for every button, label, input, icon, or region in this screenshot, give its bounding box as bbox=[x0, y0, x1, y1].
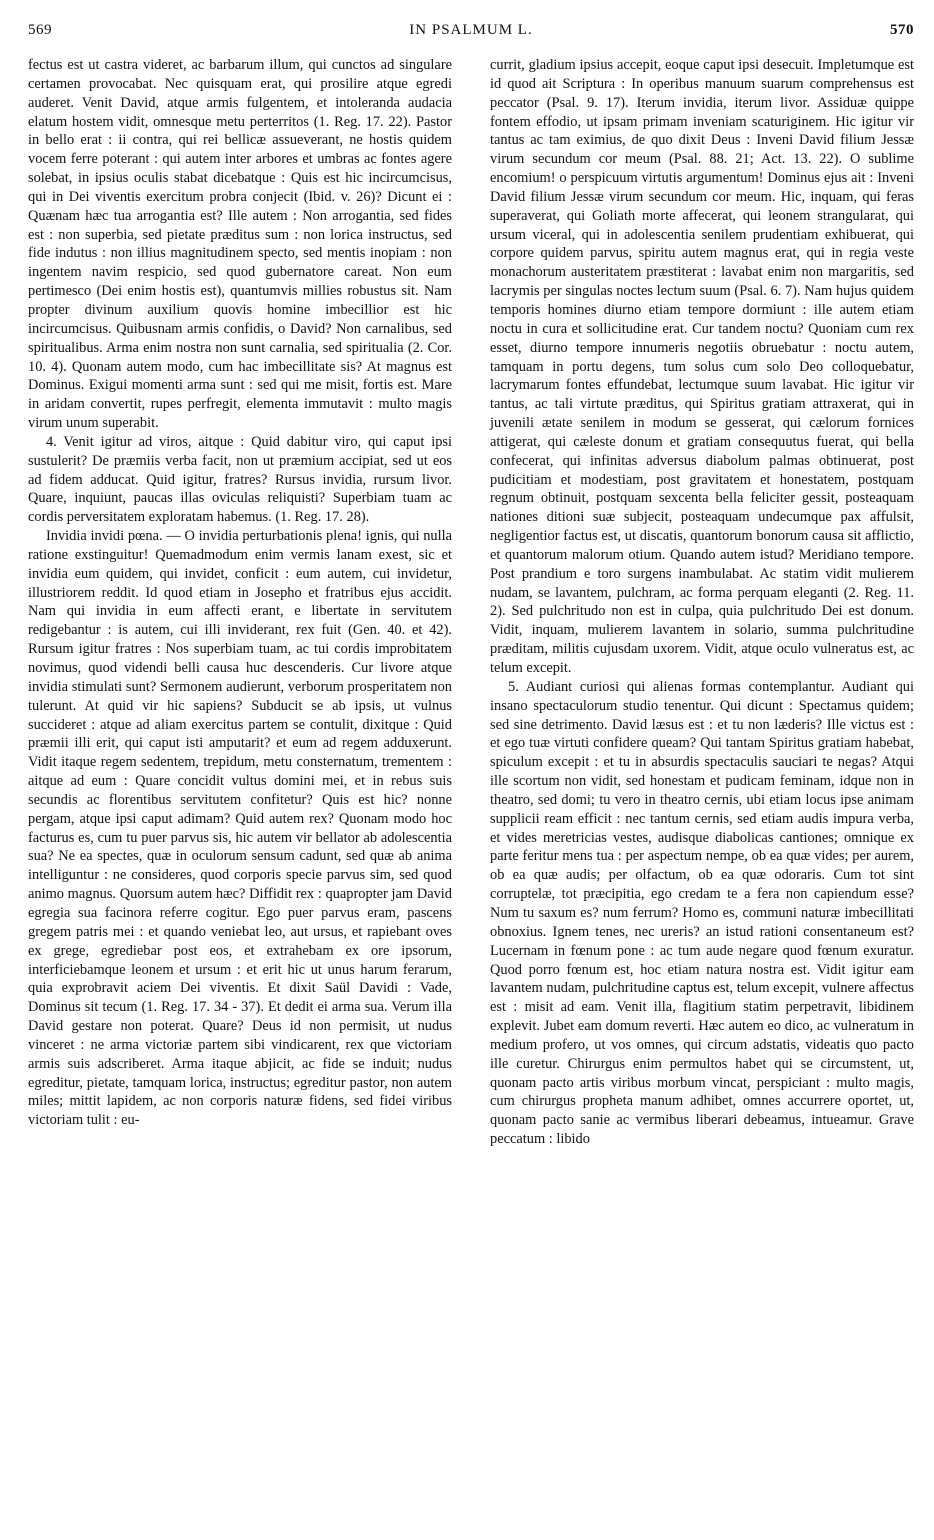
text-columns bbox=[28, 56, 914, 1149]
page-number-left: 569 bbox=[28, 22, 52, 38]
page-number-right: 570 bbox=[890, 22, 914, 38]
right-paragraph-1: currit, gladium ipsius accepit, eoque caput ipsi desecuit. Impletumque est id quod ait Scriptura : In operibus manuum suarum comprehensus est peccator (Psal. 9. 17). Iterum invidia, iterum livor. Assiduæ quippe fontem effodio, ut ipsam primam inveniam scaturiginem. Hic igitur vir tantus ac tam eximius, de quo dixit Deus : Inveni David filium Jessæ virum secundum cor meum (Psal. 88. 21; Act. 13. 22). O sublime encomium! o perspicuum virtutis argumentum! Dominus ejus ait : Inveni David filium Jessæ virum secundum cor meum. Hic, inquam, qui feras superaverat, qui Goliath morte affecerat, qui leonem strangularat, qui ursum viceral, qui in adolescentia senilem prudentiam exhibuerat, qui corpore quidem parvus, spiritu autem magnus erat, qui in regia veste monachorum austeritatem præstiterat : lavabat enim non margaritis, sed lacrymis per singulas noctes lectum suum (Psal. 6. 7). Nam hujus quidem temporis homines diurno etiam tempore dormiunt : ille autem etiam noctu in cura et sollicitudine erat. Cur tandem noctu? Quoniam cum rex esset, diurno tempore innumeris negotiis obruebatur : noctu autem, tamquam in portu degens, tum solus cum solo Deo colloquebatur, lacrymarum fontes effundebat, lectumque suum lavabat. Hic igitur vir tantus, ac tali virtute præditus, qui Spiritus gratiam attraxerat, qui in juvenili ætate senilem in modum se gesserat, qui cælorum fornices attigerat, qui cæleste donum et gratiam consequutus fuerat, qui bella confecerat, qui infinitas adversus diabolum palmas obtinuerat, post pudicitiam et modestiam, post gravitatem et honestatem, postquam regnum obtinuit, postquam sexcenta bella feliciter gessit, posteaquam nationes ditioni suæ subjecit, posteaquam undecumque pax affulsit, negligentior factus est, ut discatis, quantorum bonorum causa sit afflictio, et quantorum malorum otium. Quando autem istud? Meridiano tempore. Post prandium e toro surgens inambulabat. Ac statim vidit mulierem nudam, se lavantem, pulchram, ac forma perquam eleganti (2. Reg. 11. 2). Sed pulchritudo non est in culpa, quia pulchritudo Dei est donum. Vidit, inquam, mulierem lavantem in solario, summa pulchritudine præditam, militis cujusdam uxorem. Vidit, atque oculo vulneratus est, ac telum excepit. bbox=[490, 57, 914, 676]
running-header bbox=[28, 22, 914, 52]
left-paragraph-1: fectus est ut castra videret, ac barbarum illum, qui cunctos ad singulare certamen provocabat. Nec quisquam erat, qui prosilire atque egredi auderet. Venit David, atque armis fulgentem, et intoleranda audacia elatum hostem vidit, omnesque metu perterritos (1. Reg. 17. 22). Pastor in bello erat : ii contra, qui rei bellicæ assueverant, ne hostis quidem vocem ferre poterant : qui autem inter arbores et umbras ac fontes agere solebat, in ipsius oculis stabat dicebatque : Quis est hic incircumcisus, qui in Dei viventis exercitum probra conjecit (Ibid. v. 26)? Dicunt ei : Quænam hæc tua arrogantia est? Ille autem : Non arrogantia, sed fides est : non superbia, sed pietate præditus sum : non lorica instructus, sed fide indutus : non illius magnitudinem specto, sed mentis inopiam : non ingentem navim respicio, sed quod gubernatore careat. Non eum pertimesco (Dei enim hostis est), quantumvis millies robustus sit. Nam propter divinum auxilium quovis homine imbecillior est hic incircumcisus. Quibusnam armis confidis, o David? Non carnalibus, sed spiritualibus. Arma enim nostra non sunt carnalia, sed spiritualia (2. Cor. 10. 4). Quonam autem modo, cum hac imbecillitate sis? At magnus est Dominus. Exigui momenti arma sunt : sed qui me misit, fortis est. Mare in aridam convertit, rupes perfregit, elementa immutavit : multo magis virum unum superabit. bbox=[28, 57, 452, 432]
left-paragraph-3: Invidia invidi pœna. — O invidia perturbationis plena! ignis, qui nulla ratione exstinguitur! Quemadmodum enim vermis lanam exest, sic et invidia eum quidem, qui invidet, conficit : eum autem, cui invidetur, illustriorem reddit. Id quod etiam in Josepho et fratribus ejus accidit. Nam qui invidia in eum affecti erant, e libertate in servitutem redigebantur : is autem, cui illi inviderant, rex fuit (Gen. 40. et 42). Rursum igitur fratres : Nos superbiam tuam, ac tui cordis improbitatem novimus, quod videndi belli causa huc descenderis. Cur livore atque invidia stimulati sunt? Sermonem audierunt, verborum prosperitatem non tulerunt. At quid vir hic sapiens? Subducit se ab ipsis, ut vulnus succideret : atque ad aliam exercitus partem se contulit, dixitque : Quid præmii illi erit, qui caput isti amputarit? et eum ad regem adduxerunt. Vidit itaque regem sedentem, trepidum, metu consternatum, trementem : aitque ad eum : Quare concidit vultus domini mei, et in rebus suis secundis ac florentibus servitutem confitetur? Quis est hic? nonne pergam, atque ipsi caput adimam? Quid autem rex? Quonam modo hoc facturus es, cum tu puer parvus sis, hic autem vir bellator ab adolescentia sua? Ne ea spectes, quæ in oculorum sensum cadunt, sed quæ ab anima intelliguntur : ne consideres, quod corporis specie parvus sim, sed quod animo magnus. Quorsum autem hæc? Diffidit rex : quapropter jam David egregia sua facinora referre cogitur. Ego puer parvus eram, pascens gregem patris mei : et quando veniebat leo, aut ursus, et rapiebant oves ex grege, egrediebar post eos, et extrahebam ex ore ipsorum, interficiebamque leonem et ursum : et erit hic ut unus harum ferarum, quia exprobravit aciem Dei viventis. Et dixit Saül Davidi : Vade, Dominus sit tecum (1. Reg. 17. 34 - 37). Et dedit ei arma sua. Verum illa David gestare non poterat. Quare? Deus id non permisit, ut nudus vinceret : ne arma victoriæ partem sibi vindicarent, rex que victoriam armis suis adscriberet. Arma itaque abjicit, ac fide se induit; nudus egreditur, pietate, tamquam lorica, instructus; egreditur pastor, non autem miles; mittit lapidem, ac non corporis naturæ fidens, sed fidei viribus victoriam tulit : eu- bbox=[28, 528, 452, 1129]
right-column bbox=[490, 56, 914, 1149]
left-column bbox=[28, 56, 452, 1149]
running-title: IN PSALMUM L. bbox=[409, 22, 533, 38]
right-paragraph-2: 5. Audiant curiosi qui alienas formas contemplantur. Audiant qui insano spectaculorum studio tenentur. Qui dicunt : Spectamus quidem; sed sine detrimento. David læsus est : et tu non læderis? Ille victus est : et ego tuæ virtuti confidere queam? Qui tantam Spiritus gratiam habebat, spiculum excepit : et tu in absurdis spectaculis sauciari te negas? Atqui ille scortum non vidit, sed honestam et pudicam feminam, idque non in theatro, sed domi; tu vero in theatro cernis, ubi etiam locus ipse animam supplicii ream efficit : nec tantum cernis, sed etiam audis impura verba, et vides meretricias vestes, audisque diabolicas cantiones; omnique ex parte feritur mens tua : per aspectum nempe, ob ea quæ vides; per aurem, ob ea quæ audis; per olfactum, ob ea quæ odoraris. Cum tot sint corruptelæ, tot præcipitia, ego credam te a fera non capiendum esse? Num tu saxum es? num ferrum? Homo es, communi naturæ imbecillitati obnoxius. Ignem tenes, nec ureris? an istud rationi consentaneum est? Lucernam in fœnum pone : ac tum aude negare quod fœnum exuratur. Quod porro fœnum est, hoc etiam natura nostra est. Vidit igitur eam lavantem nudam, pulchritudine captus est, telum excepit, vulnere affectus est : misit ad eam. Venit illa, flagitium statim perpetravit, libidinem explevit. Jubet eam domum reverti. Hæc autem eo dico, ac vulneratum in medium profero, ut vos omnes, qui circum adstatis, videatis quo pacto ille curetur. Chirurgus enim permultos habet qui se circumstent, ut, quonam pacto artis viribus morbum vincat, perspiciant : multo magis, cum chirurgus propheta manum adhibet, omnes accurrere oportet, ut, quonam pacto sanie ac vermibus liberari debeamus, intueamur. Grave peccatum : libido bbox=[490, 678, 914, 1148]
left-paragraph-2: 4. Venit igitur ad viros, aitque : Quid dabitur viro, qui caput ipsi sustulerit? De præmiis verba facit, non ut præmium accipiat, sed ut eos ad fidem adducat. Quid igitur, fratres? Rursus invidia, rursum livor. Quare, inquiunt, paucas illas oviculas reliquisti? Superbiam tuam ac cordis perversitatem exploratam habemus. (1. Reg. 17. 28). bbox=[28, 433, 452, 526]
